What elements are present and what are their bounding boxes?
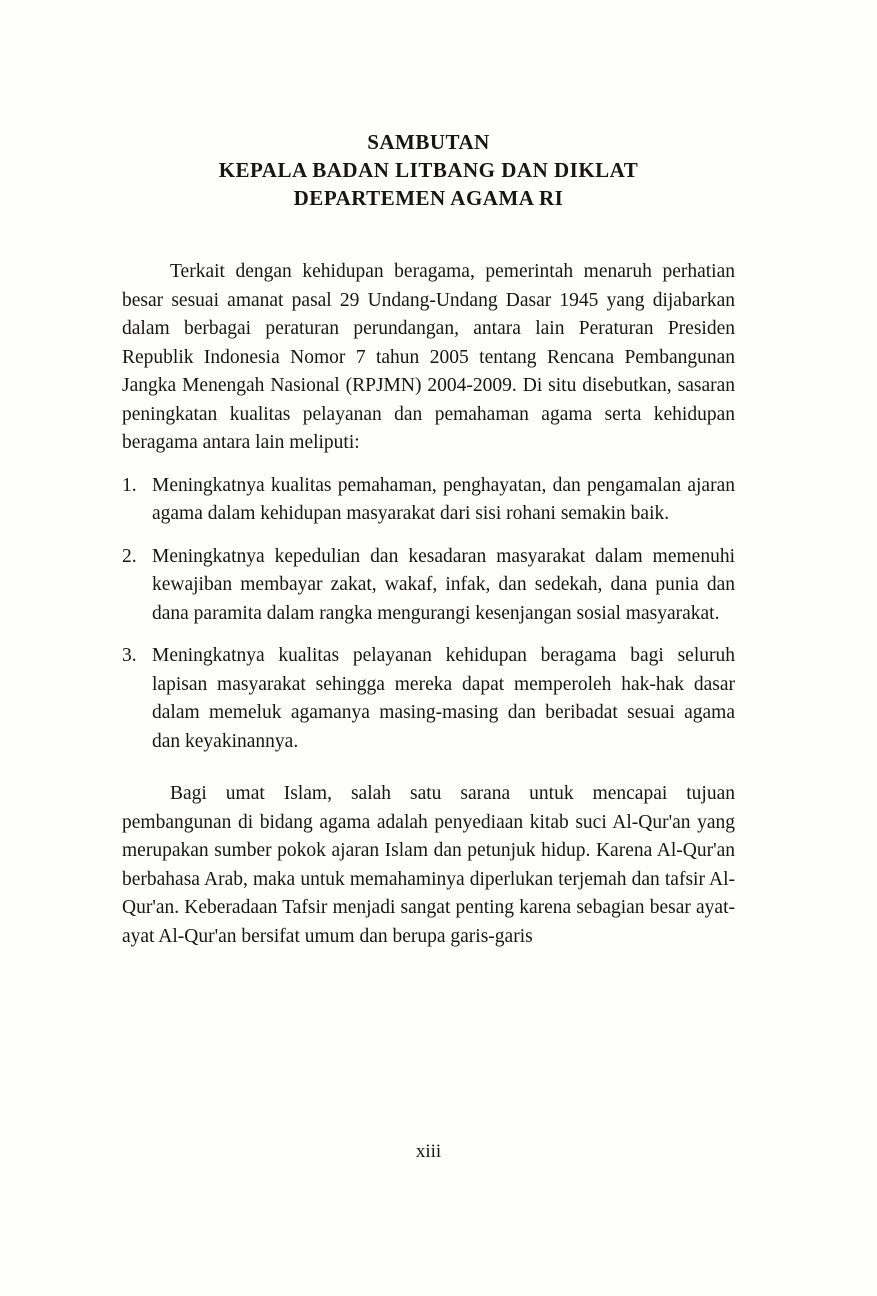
list-item-3-text: Meningkatnya kualitas pelayanan kehidupan beragama bagi seluruh lapisan masyarakat sehingga mereka dapat memperoleh hak-hak dasar dalam memeluk agamanya masing-masing dan beribadat sesuai agama dan keyakinannya. bbox=[152, 645, 735, 752]
numbered-list bbox=[122, 472, 735, 757]
title-line-2: KEPALA BADAN LITBANG DAN DIKLAT bbox=[218, 158, 639, 182]
page-title bbox=[122, 128, 735, 212]
list-item-1 bbox=[122, 472, 735, 529]
list-item-3 bbox=[122, 642, 735, 756]
page-number: xiii bbox=[415, 1141, 442, 1162]
title-line-3: DEPARTEMEN AGAMA RI bbox=[293, 186, 564, 210]
list-item-2-text: Meningkatnya kepedulian dan kesadaran masyarakat dalam memenuhi kewajiban membayar zakat, wakaf, infak, dan sedekah, dana punia dan dana paramita dalam rangka mengurangi kesenjangan sosial masyarakat. bbox=[152, 545, 735, 624]
list-item-1-text: Meningkatnya kualitas pemahaman, penghayatan, dan pengamalan ajaran agama dalam kehidupan masyarakat dari sisi rohani semakin baik. bbox=[152, 474, 735, 524]
list-item-1-number: 1. bbox=[122, 474, 137, 496]
list-item-3-number: 3. bbox=[122, 645, 137, 666]
paragraph-quran: Bagi umat Islam, salah satu sarana untuk mencapai tujuan pembangunan di bidang agama adalah penyediaan kitab suci Al-Qur'an yang merupakan sumber pokok ajaran Islam dan petunjuk hidup. Karena Al-Qur'an berbahasa Arab, maka untuk memahaminya diperlukan terjemah dan tafsir Al-Qur'an. Keberadaan Tafsir menjadi sangat penting karena sebagian besar ayat-ayat Al-Qur'an bersifat umum dan berupa garis-garis bbox=[122, 783, 735, 947]
paragraph-intro: Terkait dengan kehidupan beragama, pemerintah menaruh perhatian besar sesuai amanat pasal 29 Undang-Undang Dasar 1945 yang dijabarkan dalam berbagai peraturan perundangan, antara lain Peraturan Presiden Republik Indonesia Nomor 7 tahun 2005 tentang Rencana Pembangunan Jangka Menengah Nasional (RPJMN) 2004-2009. Di situ disebutkan, sasaran peningkatan kualitas pelayanan dan pemahaman agama serta kehidupan beragama antara lain meliputi: bbox=[122, 261, 735, 453]
list-item-2 bbox=[122, 543, 735, 629]
title-line-1: SAMBUTAN bbox=[367, 130, 490, 154]
list-item-2-number: 2. bbox=[122, 545, 137, 567]
